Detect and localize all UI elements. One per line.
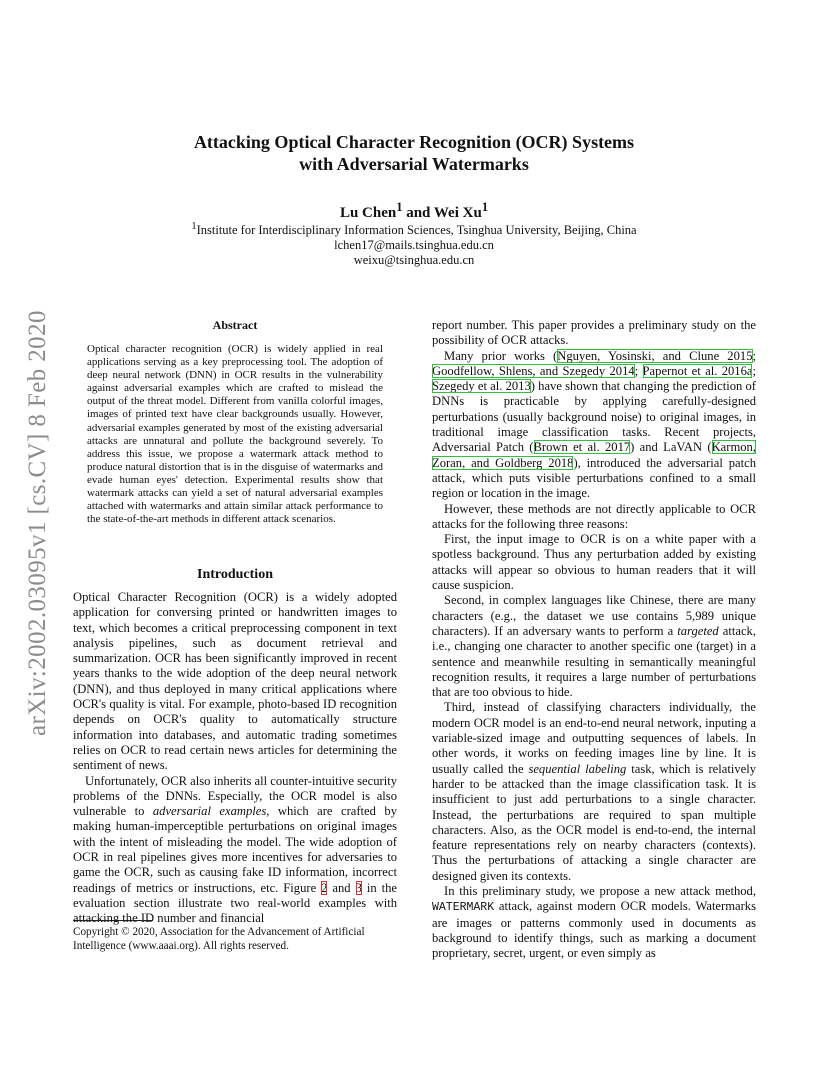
p5-text-a: Third, instead of classifying characters individually, the modern OCR model is an end-to-end neural network, inputing a variable-sized image and outputting sequences of labels. In other words, it works on feeding images line by line. It is usually called the: [432, 700, 756, 776]
right-paragraph-4: [432, 593, 756, 700]
institute: [100, 219, 728, 238]
p5-text-b: task, which is relatively harder to be attacked than the image classification task. It is insufficient to just add perturbations to a single character. Instead, the perturbations are required to span multiple characters. Also, as the OCR model is end-to-end, the internal feature representations rely on nearby characters (contexts). Thus the perturbations of attacking a single character are designed given its contexts.: [432, 761, 757, 883]
right-column: [432, 318, 756, 961]
p5-emphasis: sequential labeling: [528, 761, 627, 776]
citation-brown-2017[interactable]: Brown et al. 2017: [533, 440, 631, 455]
abstract-body: Optical character recognition (OCR) is widely applied in real applications serving as a key preprocessing tool. The adoption of deep neural network (DNN) in OCR results in the vulnerability against adversarial examples which are crafted to mislead the output of the threat model. Different from vanilla colorful images, images of printed text have clear backgrounds usually. However, adversarial examples generated by most of the existing adversarial attacks are unnatural and pollute the background severely. To address this issue, we propose a watermark attack method to produce natural distortion that is in the disguise of watermarks and evade human eyes' detection. Experimental results show that watermark attacks can yield a set of natural adversarial examples attached with watermarks and attain similar attack performance to the state-of-the-art methods in different attack scenarios.: [87, 343, 383, 526]
citation-szegedy-2013[interactable]: Szegedy et al. 2013: [432, 379, 531, 394]
p1-text-b: ) have shown that changing the prediction of DNNs is practicable by applying carefully-designed perturbations (usually background noise) to original images, in traditional image classification tasks. Recent projects, Adversarial Patch (: [432, 379, 757, 455]
citation-papernot-2016a[interactable]: Papernot et al. 2016a: [642, 363, 753, 378]
introduction-heading: Introduction: [197, 567, 273, 582]
right-paragraph-2: However, these methods are not directly applicable to OCR attacks for the following three reasons:: [432, 501, 756, 531]
left-column: [73, 590, 397, 927]
institute-mark: 1: [191, 221, 197, 232]
arxiv-identifier: arXiv:2002.03095v1 [cs.CV] 8 Feb 2020: [24, 310, 51, 736]
p2-text-d: in the evaluation section illustrate two real-world examples with attacking the ID number and financial: [73, 880, 397, 926]
intro-paragraph-1: Optical Character Recognition (OCR) is a widely adopted application for conversing printed or handwritten images to text, which becomes a critical preprocessing component in text analysis pipelines, such as document retrieval and summarization. OCR has been significantly improved in recent years thanks to the wide adoption of the deep neural network (DNN), and thus deployed in many critical applications where OCR's quality is vital. For example, photo-based ID recognition depends on OCR's quality to automatically structure information into databases, and automatic trading sometimes relies on OCR to read certain news articles for determining the sentiment of news.: [73, 590, 397, 773]
p2-text-c: and: [327, 880, 356, 895]
citation-nguyen-2015[interactable]: Nguyen, Yosinski, and Clune 2015: [557, 348, 753, 363]
right-paragraph-3: First, the input image to OCR is on a white paper with a spotless background. Thus any perturbation added by existing attacks will appear so obvious to human readers that it will cause suspicion.: [432, 532, 756, 593]
cite-separator-3: ;: [752, 363, 756, 378]
figure-3-link[interactable]: 3: [355, 880, 362, 895]
p1-text-d: ), introduced the adversarial patch attack, which puts visible perturbations confined to a small region or location in the image.: [432, 455, 756, 501]
p2-text-a: Unfortunately, OCR also inherits all counter-intuitive security problems of the DNNs. Especially, the OCR model is also vulnerable to: [73, 773, 397, 819]
p2-text-b: , which are crafted by making human-imperceptible perturbations on original images with the intent of misleading the model. The wide adoption of OCR in real pipelines gives more incentives for adversaries to game the OCR, such as causing fake ID information, incorrect readings of metrics or instructions, etc. Figure: [73, 804, 397, 895]
author-1: Lu Chen: [339, 205, 397, 221]
right-paragraph-6: [432, 884, 756, 961]
right-paragraph-1: [432, 349, 756, 502]
copyright-footnote: Copyright © 2020, Association for the Advancement of Artificial Intelligence (www.aaai.org). All rights reserved.: [73, 926, 365, 952]
cite-separator-1: ;: [752, 348, 756, 363]
email-2: weixu@tsinghua.edu.cn: [353, 253, 475, 268]
author-2: and Wei Xu: [406, 205, 482, 221]
footnote-divider: [73, 920, 153, 921]
institute-name: Institute for Interdisciplinary Information Sciences, Tsinghua University, Beijing, China: [196, 223, 637, 238]
p4-text-a: Second, in complex languages like Chinese, there are many characters (e.g., the dataset we use contains 5,989 unique characters). If an adversary wants to perform a: [432, 593, 756, 638]
p2-emphasis: adversarial examples: [152, 804, 267, 819]
right-paragraph-5: [432, 700, 756, 884]
p1-text-c: ) and LaVAN (: [630, 440, 712, 455]
title-line-2: with Adversarial Watermarks: [299, 154, 529, 174]
p4-emphasis: targeted: [677, 623, 719, 638]
author-1-affil-mark: 1: [396, 200, 403, 214]
p1-text-a: Many prior works (: [444, 348, 558, 363]
abstract-heading: Abstract: [212, 318, 258, 332]
p6-text-a: In this preliminary study, we propose a new attack method,: [444, 883, 756, 898]
affiliation: [100, 219, 728, 268]
right-paragraph-0: report number. This paper provides a preliminary study on the possibility of OCR attacks.: [432, 318, 756, 348]
paper-title: [100, 131, 728, 175]
p4-text-b: attack, i.e., changing one character to another specific one (target) in a sentence and meanwhile resulting in semantically meaningful recognition results, it requires a large number of perturbations that are too obvious to hide.: [432, 623, 756, 700]
p6-text-b: attack, against modern OCR models. Watermarks are images or patterns commonly used in documents as background to identify things, such as marking a document proprietary, secret, urgent, or even simply as: [432, 899, 756, 961]
author-2-affil-mark: 1: [481, 200, 489, 214]
watermark-term: WATERMARK: [432, 901, 495, 915]
citation-karmon-2018[interactable]: Karmon, Zoran, and Goldberg 2018: [432, 440, 756, 470]
cite-separator-2: ;: [634, 363, 643, 378]
title-line-1: Attacking Optical Character Recognition (OCR) Systems: [193, 132, 635, 152]
intro-paragraph-2: [73, 774, 397, 927]
figure-2-link[interactable]: 2: [321, 880, 328, 895]
citation-goodfellow-2014[interactable]: Goodfellow, Shlens, and Szegedy 2014: [432, 363, 635, 378]
email-1: lchen17@mails.tsinghua.edu.cn: [334, 238, 494, 253]
